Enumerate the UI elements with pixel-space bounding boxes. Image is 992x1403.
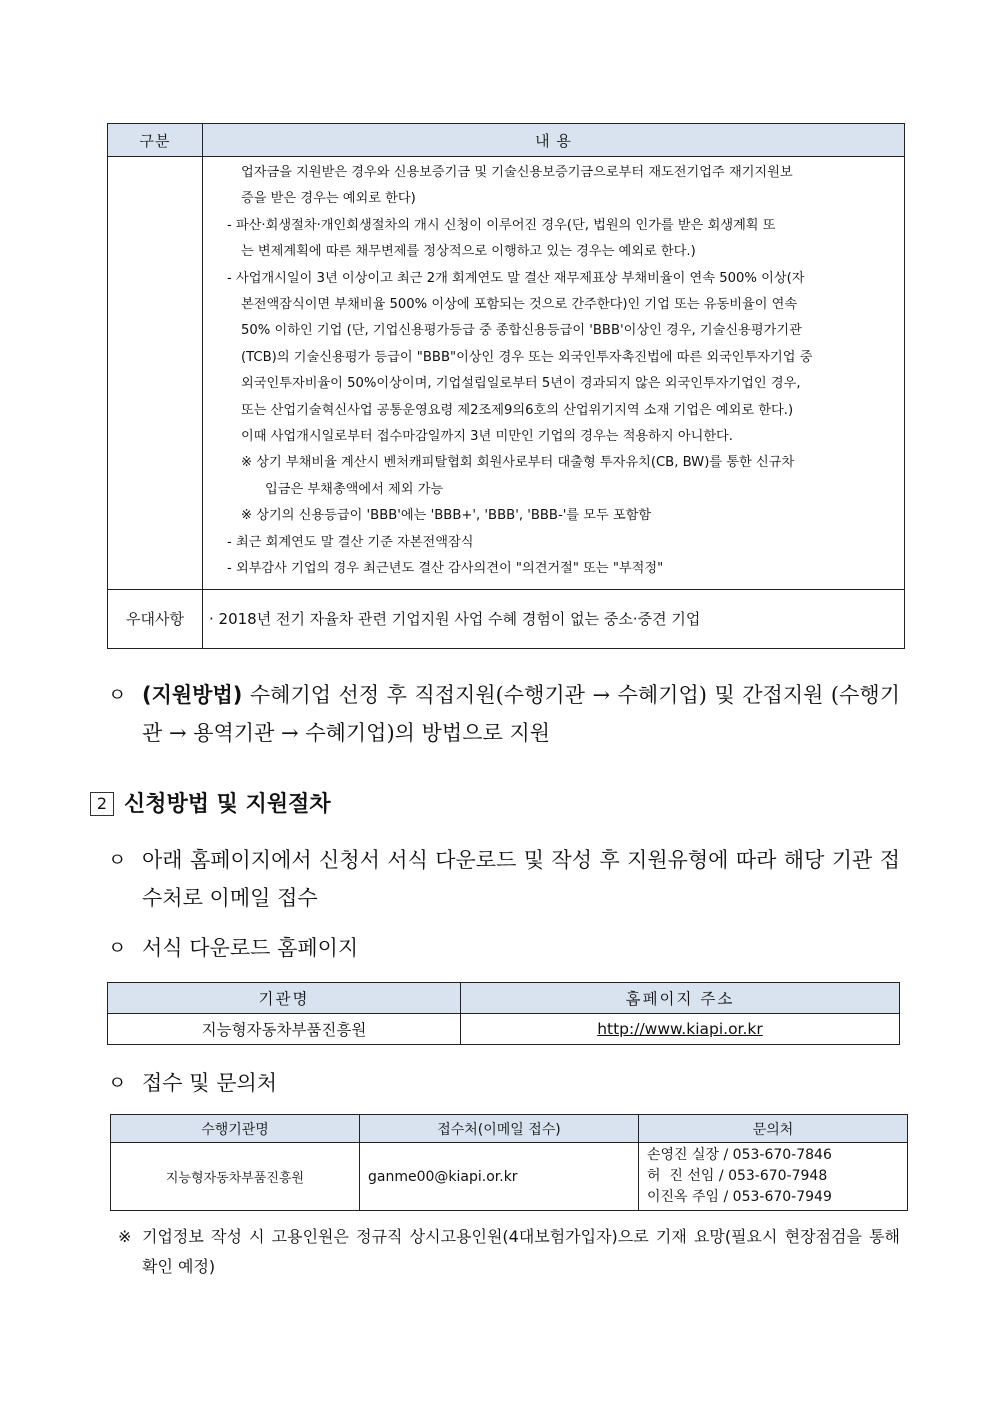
contact-people-cell	[639, 1143, 908, 1211]
requirement-line: 외국인투자비율이 50%이상이며, 기업설립일로부터 5년이 경과되지 않은 외국인투자기업인 경우,	[241, 376, 801, 392]
requirement-line: 입금은 부채총액에서 제외 가능	[265, 481, 444, 497]
header-org: 수행기관명	[111, 1115, 360, 1143]
contact-header-row	[111, 1115, 908, 1143]
table-row	[108, 1014, 900, 1045]
contact-email-cell[interactable]: ganme00@kiapi.or.kr	[360, 1143, 639, 1211]
contact-person: 손영진 실장 / 053-670-7846	[647, 1147, 832, 1163]
download-text: 서식 다운로드 홈페이지	[142, 936, 359, 960]
header-category: 구분	[108, 124, 203, 157]
support-method-paragraph	[108, 676, 900, 752]
bullet-circle: ㅇ	[108, 684, 127, 706]
apply-paragraph	[108, 841, 900, 917]
requirement-line: (TCB)의 기술신용평가 등급이 "BBB"이상인 경우 또는 외국인투자촉진법에 따른 외국인투자기업 중	[241, 349, 813, 365]
contact-org-cell: 지능형자동차부품진흥원	[111, 1143, 360, 1211]
download-paragraph	[108, 929, 900, 967]
contact-heading-text: 접수 및 문의처	[142, 1071, 278, 1095]
bullet-circle: ㅇ	[108, 1072, 127, 1094]
reference-mark: ※	[118, 1227, 132, 1246]
url-cell	[461, 1014, 900, 1045]
requirement-line: 본전액잠식이면 부채비율 500% 이상에 포함되는 것으로 간주한다)인 기업 또는 유동비율이 연속	[241, 297, 798, 313]
support-method-text	[142, 676, 900, 752]
header-content: 내 용	[203, 124, 905, 157]
org-name-cell: 지능형자동차부품진흥원	[108, 1014, 461, 1045]
requirement-line: - 사업개시일이 3년 이상이고 최근 2개 회계연도 말 결산 재무제표상 부채비율이 연속 500% 이상(자	[227, 270, 805, 286]
requirement-line: 50% 이하인 기업 (단, 기업신용평가등급 중 종합신용등급이 'BBB'이상인 경우, 기술신용평가기관	[241, 323, 802, 339]
apply-text: 아래 홈페이지에서 신청서 서식 다운로드 및 작성 후 지원유형에 따라 해당 기관 접수처로 이메일 접수	[142, 848, 900, 910]
bullet-circle: ㅇ	[108, 849, 127, 871]
requirement-line: 증을 받은 경우는 예외로 한다)	[241, 191, 416, 207]
requirement-line: ※ 상기 부채비율 계산시 벤처캐피탈협회 회원사로부터 대출형 투자유치(CB, BW)를 통한 신규차	[241, 455, 795, 471]
header-org-name: 기관명	[108, 983, 461, 1014]
requirement-line: 는 변제계획에 따른 채무변제를 정상적으로 이행하고 있는 경우는 예외로 한다.)	[241, 244, 696, 260]
homepage-link[interactable]: http://www.kiapi.or.kr	[597, 1020, 763, 1038]
table-row	[111, 1143, 908, 1211]
requirement-line: - 최근 회계연도 말 결산 기준 자본전액잠식	[227, 534, 474, 550]
bullet-circle: ㅇ	[108, 937, 127, 959]
requirements-content	[203, 157, 904, 589]
contact-person: 이진옥 주임 / 053-670-7949	[647, 1189, 832, 1205]
homepage-header-row	[108, 983, 900, 1014]
header-email: 접수처(이메일 접수)	[360, 1115, 639, 1143]
section-2-heading	[90, 787, 331, 818]
requirements-body-row	[108, 157, 905, 590]
category-cell-empty	[108, 157, 203, 590]
footnote-text: 기업정보 작성 시 고용인원은 정규직 상시고용인원(4대보험가입자)으로 기재 요망(필요시 현장점검을 통해 확인 예정)	[142, 1227, 900, 1276]
header-homepage: 홈페이지 주소	[461, 983, 900, 1014]
requirement-line: - 외부감사 기업의 경우 최근년도 결산 감사의견이 "의견거절" 또는 "부적정"	[227, 561, 664, 577]
preference-row	[108, 589, 905, 648]
requirement-line: 업자금을 지원받은 경우와 신용보증기금 및 기술신용보증기금으로부터 재도전기업주 재기지원보	[241, 165, 793, 180]
requirement-line: 이때 사업개시일로부터 접수마감일까지 3년 미만인 기업의 경우는 적용하지 아니한다.	[241, 429, 733, 445]
section-number-box: 2	[90, 792, 114, 816]
homepage-table	[107, 982, 900, 1045]
section-title: 신청방법 및 지원절차	[124, 792, 331, 817]
contact-table	[110, 1114, 908, 1211]
requirements-header-row	[108, 124, 905, 157]
support-method-label: (지원방법)	[142, 683, 243, 707]
requirements-table	[107, 123, 905, 649]
requirements-content-cell	[203, 157, 905, 590]
requirement-line: - 파산·회생절차·개인회생절차의 개시 신청이 이루어진 경우(단, 법원의 인가를 받은 회생계획 또	[227, 217, 776, 233]
preference-text: · 2018년 전기 자율차 관련 기업지원 사업 수혜 경험이 없는 중소·중견 기업	[203, 589, 905, 648]
contact-paragraph	[108, 1064, 900, 1102]
preference-label: 우대사항	[108, 589, 203, 648]
support-method-body: 수혜기업 선정 후 직접지원(수행기관 → 수혜기업) 및 간접지원 (수행기관 → 용역기관 → 수혜기업)의 방법으로 지원	[142, 683, 900, 745]
contact-person: 허 진 선임 / 053-670-7948	[647, 1168, 828, 1184]
requirement-line: 또는 산업기술혁신사업 공통운영요령 제2조제9의6호의 산업위기지역 소재 기업은 예외로 한다.)	[241, 402, 794, 418]
header-inquiry: 문의처	[639, 1115, 908, 1143]
footnote	[118, 1222, 900, 1282]
requirement-line: ※ 상기의 신용등급이 'BBB'에는 'BBB+', 'BBB', 'BBB-'를 모두 포함함	[241, 508, 652, 524]
